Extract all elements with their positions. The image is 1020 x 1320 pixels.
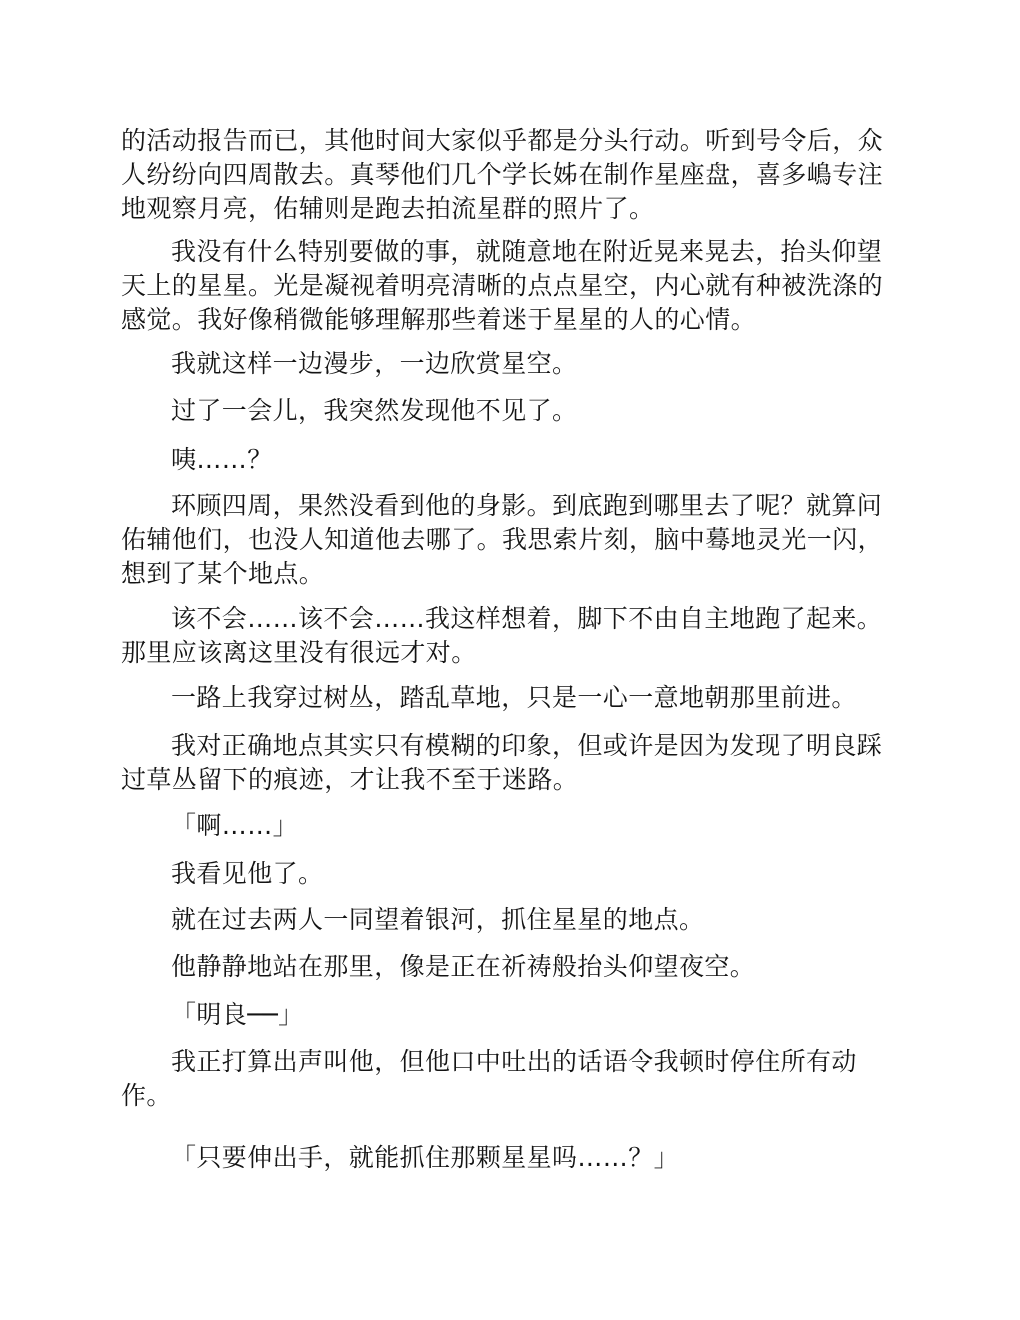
paragraph-11: 我看见他了。 — [171, 859, 324, 888]
paragraph-8: 一路上我穿过树丛，踏乱草地，只是一心一意地朝那里前进。 — [171, 683, 857, 712]
paragraph-15: 我正打算出声叫他，但他口中吐出的话语令我顿时停住所有动作。 — [121, 1047, 857, 1110]
paragraph-3: 我就这样一边漫步，一边欣赏星空。 — [171, 349, 578, 378]
paragraph-14: 「明良──」 — [171, 1000, 304, 1029]
paragraph-6: 环顾四周，果然没看到他的身影。到底跑到哪里去了呢？就算问佑辅他们，也没人知道他去哪了。我思索片刻，脑中蓦地灵光一闪，想到了某个地点。 — [121, 491, 884, 588]
paragraph-16: 「只要伸出手，就能抓住那颗星星吗……？」 — [171, 1143, 680, 1172]
paragraph-2: 我没有什么特别要做的事，就随意地在附近晃来晃去，抬头仰望天上的星星。光是凝视着明亮清晰的点点星空，内心就有种被洗涤的感觉。我好像稍微能够理解那些着迷于星星的人的心情。 — [121, 237, 884, 334]
paragraph-7: 该不会……该不会……我这样想着，脚下不由自主地跑了起来。那里应该离这里没有很远才对。 — [121, 604, 883, 667]
paragraph-12: 就在过去两人一同望着银河，抓住星星的地点。 — [171, 905, 705, 934]
paragraph-13: 他静静地站在那里，像是正在祈祷般抬头仰望夜空。 — [171, 952, 756, 981]
paragraph-4: 过了一会儿，我突然发现他不见了。 — [171, 396, 578, 425]
paragraph-5: 咦……？ — [171, 445, 273, 474]
paragraph-9: 我对正确地点其实只有模糊的印象，但或许是因为发现了明良踩过草丛留下的痕迹，才让我不至于迷路。 — [121, 731, 883, 794]
paragraph-10: 「啊……」 — [171, 811, 299, 840]
paragraph-1: 的活动报告而已，其他时间大家似乎都是分头行动。听到号令后，众人纷纷向四周散去。真琴他们几个学长姊在制作星座盘，喜多嶋专注地观察月亮，佑辅则是跑去拍流星群的照片了。 — [121, 126, 884, 223]
